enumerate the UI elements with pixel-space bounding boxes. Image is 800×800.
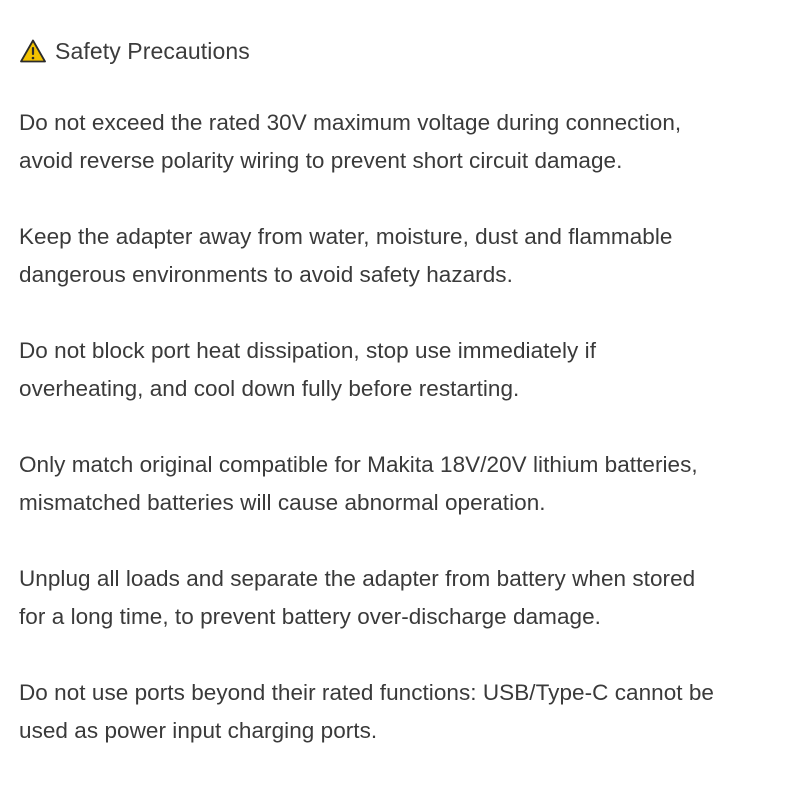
precaution-line: avoid reverse polarity wiring to prevent short circuit damage. [19, 147, 623, 173]
precaution-line: Do not exceed the rated 30V maximum voltage during connection, [19, 110, 682, 135]
section-title: Safety Precautions [55, 37, 250, 64]
precaution-item [19, 218, 782, 293]
precaution-line: Keep the adapter away from water, moisture, dust and flammable [19, 224, 673, 249]
precaution-line: for a long time, to prevent battery over-discharge damage. [19, 603, 601, 629]
precaution-line: Do not use ports beyond their rated functions: USB/Type-C cannot be [19, 680, 714, 705]
precaution-item [19, 674, 782, 749]
precaution-line: dangerous environments to avoid safety hazards. [19, 261, 513, 287]
precaution-item [19, 446, 782, 521]
precaution-item [19, 104, 782, 179]
precaution-line: used as power input charging ports. [19, 717, 378, 743]
precaution-line: mismatched batteries will cause abnormal operation. [19, 489, 546, 515]
precaution-line: Do not block port heat dissipation, stop use immediately if [19, 338, 596, 363]
precaution-item [19, 332, 782, 407]
warning-icon [19, 38, 47, 64]
precaution-line: Unplug all loads and separate the adapter from battery when stored [19, 566, 696, 591]
precaution-line: Only match original compatible for Makita 18V/20V lithium batteries, [19, 452, 698, 477]
precaution-line: overheating, and cool down fully before restarting. [19, 375, 520, 401]
section-heading [19, 36, 782, 66]
precaution-item [19, 560, 782, 635]
